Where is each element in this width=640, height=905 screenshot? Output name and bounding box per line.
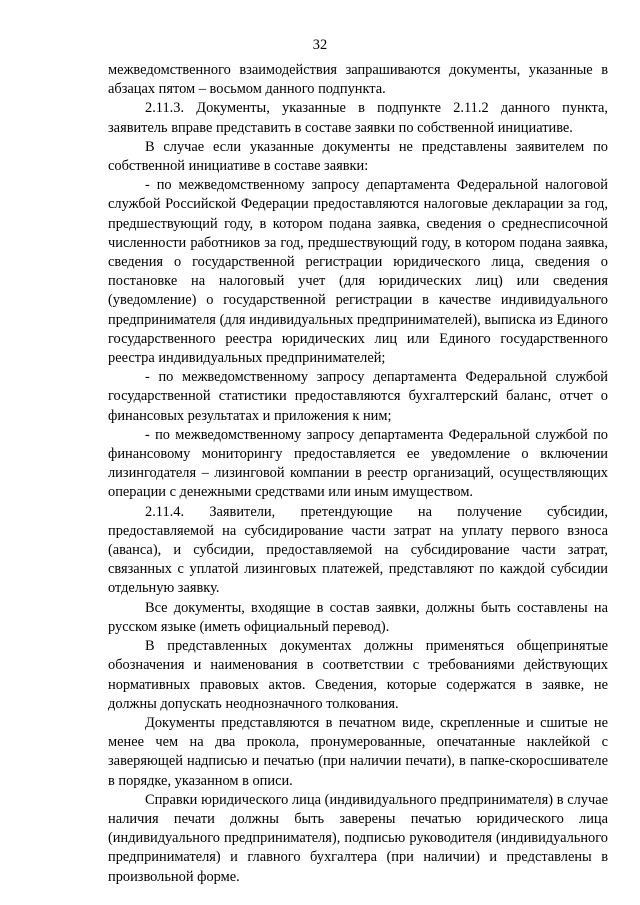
- list-item-financial-monitoring: - по межведомственному запросу департамента Федеральной службой по финансовому мониторингу предоставляется ее уведомление о включении лизингодателя – лизинговой компании в реестр организаций, осуществляющих операции с денежными средствами или иным имуществом.: [108, 426, 608, 501]
- paragraph-russian-language: Все документы, входящие в состав заявки, должны быть составлены на русском языке (иметь официальный перевод).: [108, 599, 608, 635]
- paragraph-continuation: межведомственного взаимодействия запрашиваются документы, указанные в абзацах пятом – восьмом данного подпункта.: [108, 62, 608, 98]
- paragraph-certificates: Справки юридического лица (индивидуального предпринимателя) в случае наличия печати должны быть заверены печатью юридического лица (индивидуального предпринимателя), подписью руководителя (индивидуального предпринимателя) и главного бухгалтера (при наличии) и представлены в произвольной форме.: [108, 791, 608, 885]
- paragraph-2-11-3: 2.11.3. Документы, указанные в подпункте 2.11.2 данного пункта, заявитель вправе представить в составе заявки по собственной инициативе.: [108, 100, 608, 136]
- paragraph-printed-form: Документы представляются в печатном виде, скрепленные и сшитые не менее чем на два прокола, пронумерованные, опечатанные наклейкой с заверяющей надписью и печатью (при наличии печати), в папке-скоросшивателе в порядке, указанном в описи.: [108, 714, 608, 789]
- page-number: 32: [312, 37, 328, 53]
- document-body: [108, 61, 608, 887]
- paragraph-designations: В представленных документах должны применяться общепринятые обозначения и наименования в соответствии с требованиями действующих нормативных правовых актов. Сведения, которые содержатся в заявке, не должны допускать неоднозначного толкования.: [108, 638, 608, 712]
- list-item-tax-service: - по межведомственному запросу департамента Федеральной налоговой службой Российской Федерации предоставляются налоговые декларации за год, предшествующий году, в котором подана заявка, сведения о среднесписочной численности работников за год, предшествующий году, в котором подана заявка, сведения о государственной регистрации юридического лица, сведения о постановке на налоговый учет (для юридических лиц) или сведения (уведомление) о государственной регистрации в качестве индивидуального предпринимателя (для индивидуальных предпринимателей), выписка из Единого государственного реестра юридических лиц или Единого государственного реестра индивидуальных предпринимателей;: [108, 177, 608, 367]
- list-item-statistics-service: - по межведомственному запросу департамента Федеральной службой государственной статистики предоставляются бухгалтерский баланс, отчет о финансовых результатах и приложения к ним;: [108, 369, 608, 424]
- paragraph-2-11-4: 2.11.4. Заявители, претендующие на получение субсидии, предоставляемой на субсидирование части затрат на уплату первого взноса (аванса), и субсидии, предоставляемой на субсидирование части затрат, связанных с уплатой лизинговых платежей, представляют по каждой субсидии отдельную заявку.: [108, 503, 608, 597]
- paragraph-if-not-submitted: В случае если указанные документы не представлены заявителем по собственной инициативе в составе заявки:: [108, 138, 608, 175]
